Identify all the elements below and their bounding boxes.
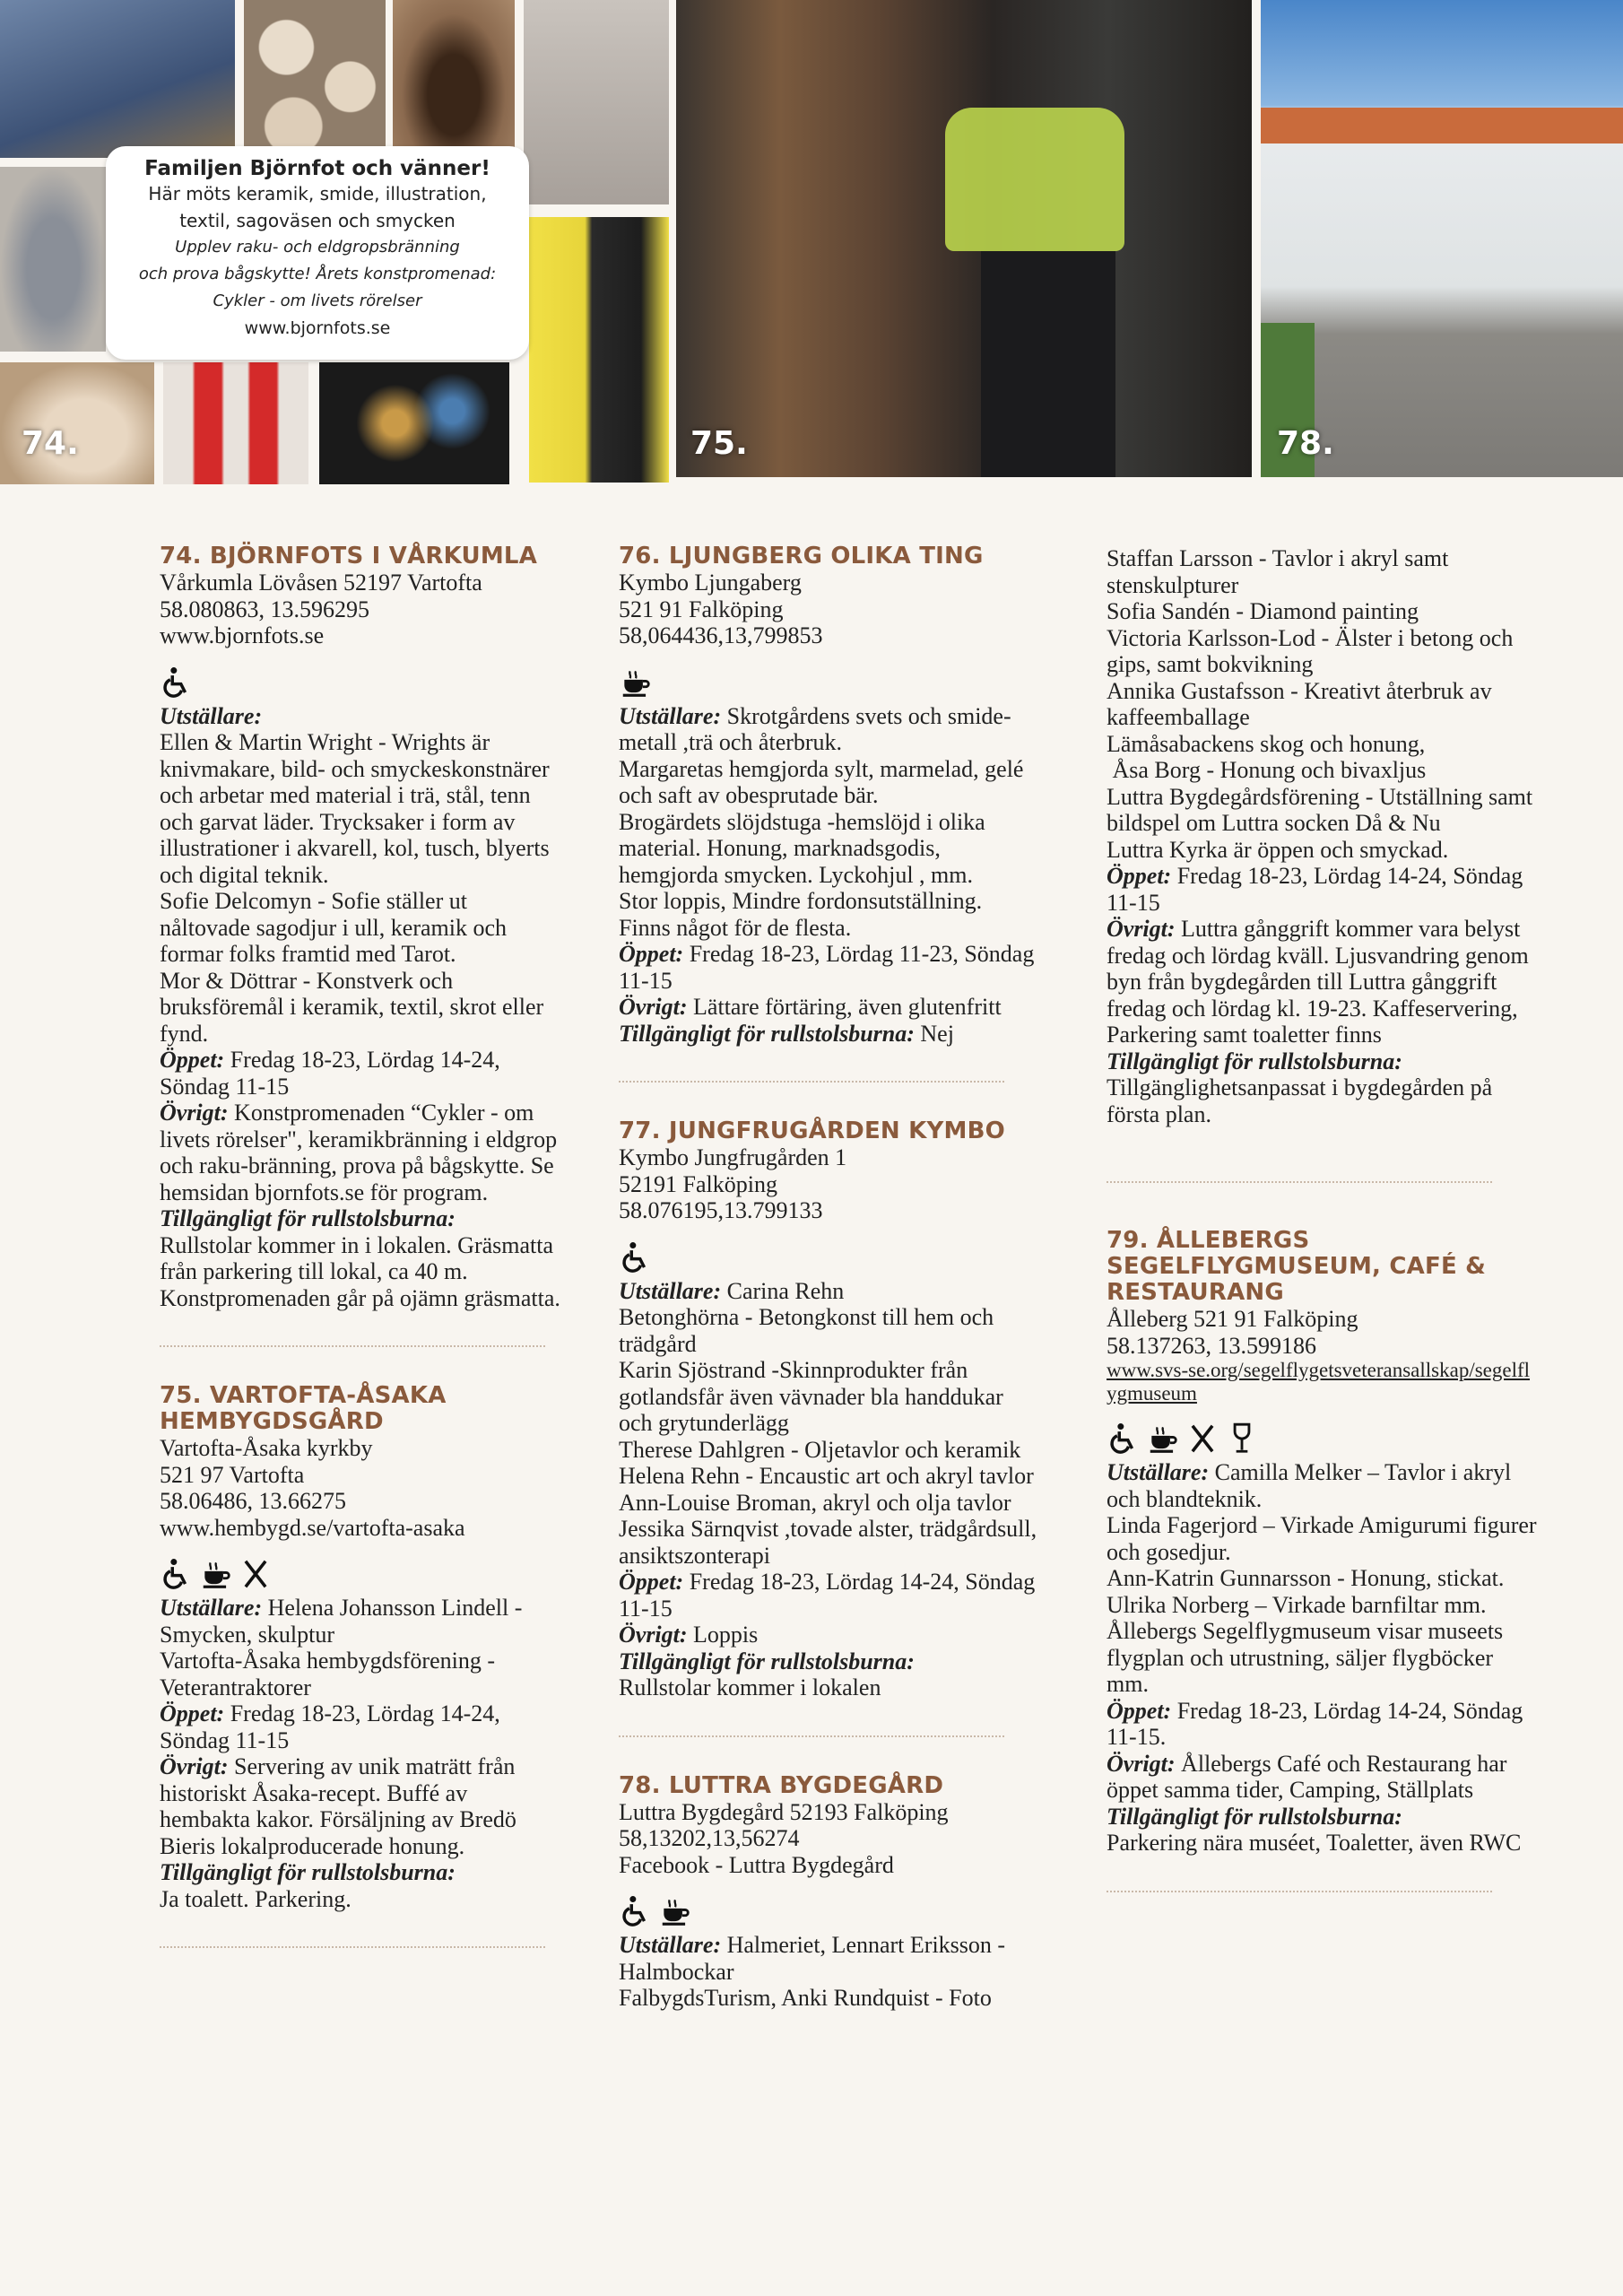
photo-label-74: 74.	[22, 425, 79, 462]
exhibitor-text: Lämåsabackens skog och honung,	[1107, 730, 1426, 757]
other-text: Konstpromenaden “Cykler - om livets rörelser", keramikbränning i eldgrop och raku-bränning, prova på bågskytte. Se hemsidan bjornfots.se för program.	[160, 1100, 558, 1205]
exhibitor-text: FalbygdsTurism, Anki Rundquist - Foto	[619, 1985, 992, 2011]
coordinates: 58.076195,13.799133	[619, 1197, 823, 1223]
coordinates: 58.06486, 13.66275	[160, 1488, 346, 1514]
exhibitor-text: Margaretas hemgjorda sylt, marmelad, gelé och saft av obesprutade bär.	[619, 755, 1024, 808]
exhibitor-text: Staffan Larsson - Tavlor i akryl samt stenskulpturer	[1107, 545, 1449, 598]
photo-ceramic-bowls	[244, 0, 386, 158]
address-line: Kymbo Ljungaberg	[619, 570, 802, 596]
other-text: Servering av unik maträtt från historiskt Åsaka-recept. Buffé av hembakta kakor. Försäljning av Bredö Bieris lokalproducerade honung.	[160, 1753, 516, 1859]
other-label: Övrigt:	[160, 1100, 229, 1126]
exhibitor-text: Luttra Kyrka är öppen och smyckad.	[1107, 836, 1449, 863]
section-title: 74. BJÖRNFOTS I VÅRKUMLA	[160, 543, 538, 570]
section-title: 76. LJUNGBERG OLIKA TING	[619, 543, 984, 570]
wheelchair-icon	[160, 1557, 194, 1591]
access-label: Tillgängligt för rullstolsburna:	[1107, 1048, 1402, 1074]
exhibitors-label: Utställare:	[619, 1932, 722, 1958]
website: www.hembygd.se/vartofta-asaka	[160, 1514, 465, 1541]
access-label: Tillgängligt för rullstolsburna:	[1107, 1803, 1402, 1830]
wheelchair-icon	[160, 665, 194, 700]
access-text: Parkering nära muséet, Toaletter, även RWC	[1107, 1830, 1522, 1856]
info-box-title: Familjen Björnfot och vänner!	[144, 157, 490, 180]
section-title: 77. JUNGFRUGÅRDEN KYMBO	[619, 1118, 1005, 1144]
section-77	[619, 1118, 1040, 1701]
coordinates: 58.080863, 13.596295	[160, 596, 369, 622]
exhibitors-label: Utställare:	[619, 1277, 722, 1304]
exhibitors-label: Utställare:	[1107, 1459, 1210, 1485]
open-label: Öppet:	[619, 941, 684, 967]
open-hours: Fredag 18-23, Lördag 11-23, Söndag 11-15	[619, 941, 1035, 994]
exhibitor-text: Helena Rehn - Encaustic art och akryl tavlor	[619, 1463, 1034, 1489]
info-box-italic-line: Upplev raku- och eldgropsbränning	[175, 238, 460, 257]
info-box-line: Här möts keramik, smide, illustration,	[148, 183, 487, 204]
amenity-icons	[160, 1550, 563, 1591]
access-text: Nej	[920, 1020, 954, 1047]
address-line: Vårkumla Lövåsen 52197 Vartofta	[160, 570, 482, 596]
open-label: Öppet:	[619, 1569, 684, 1595]
info-box	[106, 146, 529, 360]
exhibitor-text: Helena Johansson Lindell - Smycken, skulptur	[160, 1595, 523, 1648]
amenity-icons	[160, 658, 563, 700]
info-box-line: textil, sagoväsen och smycken	[179, 210, 456, 231]
other-text: Luttra gånggrift kommer vara belyst fredag och lördag kväll. Ljusvandring genom byn från bygdegården till Luttra gånggrift fredag och lördag kl. 19-23. Kaffeservering, Parkering samt toaletter finns	[1107, 916, 1529, 1048]
section-title: 78. LUTTRA BYGDEGÅRD	[619, 1771, 944, 1799]
info-box-url: www.bjornfots.se	[244, 318, 391, 338]
section-title: 79. ÅLLEBERGS SEGELFLYGMUSEUM, CAFÉ & RESTAURANG	[1107, 1227, 1487, 1306]
open-hours: Fredag 18-23, Lördag 14-24, Söndag 11-15	[160, 1700, 500, 1753]
cutlery-icon	[1185, 1422, 1219, 1456]
address-line: Kymbo Jungfrugården 1	[619, 1144, 847, 1170]
access-label: Tillgängligt för rullstolsburna:	[619, 1020, 915, 1047]
open-hours: Fredag 18-23, Lördag 14-24, Söndag 11-15	[1107, 863, 1523, 916]
exhibitor-text: Brogärdets slöjdstuga -hemslöjd i olika material. Honung, marknadsgodis, hemgjorda smycken. Lyckohjul , mm.	[619, 808, 985, 888]
wheelchair-icon	[1107, 1422, 1141, 1456]
other-text: Loppis	[693, 1622, 759, 1648]
other-label: Övrigt:	[1107, 916, 1176, 942]
exhibitor-text: Sofie Delcomyn - Sofie ställer ut nåltovade sagodjur i ull, keramik och formar folks framtid med Tarot.	[160, 888, 508, 967]
divider	[1107, 1891, 1492, 1892]
section-76	[619, 544, 1040, 1047]
address-line: 521 97 Vartofta	[160, 1461, 305, 1488]
photo-label-78: 78.	[1277, 425, 1334, 462]
address-line: 52191 Falköping	[619, 1170, 777, 1197]
access-label: Tillgängligt för rullstolsburna:	[619, 1648, 915, 1674]
exhibitor-text: Åsa Borg - Honung och bivaxljus	[1107, 757, 1427, 783]
exhibitors-label: Utställare:	[619, 702, 722, 729]
divider	[619, 1735, 1004, 1737]
wheelchair-icon	[619, 1894, 653, 1928]
photo-kiln-pit	[393, 0, 515, 158]
divider	[619, 1081, 1004, 1083]
address-line: Vartofta-Åsaka kyrkby	[160, 1435, 373, 1461]
address-line: 521 91 Falköping	[619, 596, 784, 622]
photo-denim-bags	[0, 0, 235, 158]
section-79	[1107, 1228, 1537, 1857]
open-hours: Fredag 18-23, Lördag 14-24, Söndag 11-15	[160, 1047, 500, 1100]
info-box-italic-line: Cykler - om livets rörelser	[213, 291, 422, 310]
section-title: 75. VARTOFTA-ÅSAKA HEMBYGDSGÅRD	[160, 1382, 447, 1435]
exhibitor-text: Therese Dahlgren - Oljetavlor och keramik	[619, 1436, 1021, 1463]
open-label: Öppet:	[1107, 863, 1172, 889]
exhibitor-text: Mor & Döttrar - Konstverk och bruksföremål i keramik, textil, skrot eller fynd.	[160, 967, 544, 1047]
coordinates: 58.137263, 13.599186	[1107, 1332, 1316, 1359]
photo-luttra-house	[1261, 0, 1623, 477]
exhibitors-label: Utställare:	[160, 702, 263, 729]
wine-glass-icon	[1225, 1422, 1259, 1456]
photo-tractor-man	[676, 0, 1252, 477]
photo-jewelry	[319, 362, 509, 484]
other-label: Övrigt:	[1107, 1750, 1176, 1777]
coordinates: 58,064436,13,799853	[619, 622, 823, 648]
open-hours: Fredag 18-23, Lördag 14-24, Söndag 11-15	[619, 1569, 1036, 1622]
wheelchair-icon	[619, 1240, 653, 1274]
exhibitor-text: Ann-Louise Broman, akryl och olja tavlor	[619, 1489, 1011, 1516]
other-label: Övrigt:	[619, 994, 688, 1020]
divider	[160, 1345, 545, 1347]
photo-felt-creature	[0, 167, 106, 352]
divider	[160, 1946, 545, 1948]
section-74	[160, 544, 563, 1311]
exhibitor-text: Carina Rehn	[726, 1277, 845, 1304]
exhibitor-text: Ållebergs Segelflygmuseum visar museets flygplan och utrustning, säljer flygböcker mm.	[1107, 1618, 1504, 1697]
photo-felt-bird	[524, 0, 669, 204]
access-text: Tillgänglighetsanpassat i bygdegården på första plan.	[1107, 1074, 1493, 1127]
website-link[interactable]: www.svs-se.org/segelflygetsveteransallskap/segelflygmuseum	[1107, 1359, 1531, 1405]
exhibitor-text: Finns något för de flesta.	[619, 914, 852, 941]
coffee-cup-icon	[619, 665, 653, 700]
exhibitor-text: Ellen & Martin Wright - Wrights är knivmakare, bild- och smyckeskonstnärer och arbetar med material i trä, stål, tenn och garvat läder. Trycksaker i form av illustrationer i akvarell, kol, tusch, blyerts och digital teknik.	[160, 729, 550, 888]
other-text: Ållebergs Café och Restaurang har öppet samma tider, Camping, Ställplats	[1107, 1750, 1507, 1803]
exhibitor-text: Linda Fagerjord – Virkade Amigurumi figurer och gosedjur.	[1107, 1512, 1537, 1565]
column-3	[1107, 545, 1537, 1928]
open-label: Öppet:	[1107, 1697, 1172, 1724]
photo-strip	[0, 0, 1623, 484]
exhibitor-text: Camilla Melker – Tavlor i akryl och blandteknik.	[1107, 1459, 1512, 1512]
exhibitor-text: Jessika Särnqvist ,tovade alster, trädgårdsull, ansiktszonterapi	[619, 1516, 1037, 1569]
open-label: Öppet:	[160, 1700, 225, 1726]
info-box-italic-line: och prova bågskytte! Årets konstpromenad:	[138, 265, 497, 283]
amenity-icons	[619, 1887, 1040, 1928]
exhibitor-text: Victoria Karlsson-Lod - Älster i betong och gips, samt bokvikning	[1107, 624, 1514, 677]
divider	[1107, 1181, 1492, 1183]
coordinates: 58,13202,13,56274	[619, 1825, 800, 1851]
exhibitor-text: Karin Sjöstrand -Skinnprodukter från gotlandsfår även vävnader bla handdukar och grytunderlägg	[619, 1357, 1003, 1436]
other-label: Övrigt:	[160, 1753, 229, 1779]
amenity-icons	[619, 1233, 1040, 1274]
facebook-link: Facebook - Luttra Bygdegård	[619, 1851, 894, 1878]
exhibitor-text: Skrotgårdens svets och smide- metall ,trä och återbruk.	[619, 702, 1011, 755]
photo-red-earrings	[163, 362, 308, 484]
exhibitor-text: Sofia Sandén - Diamond painting	[1107, 598, 1419, 624]
section-78-continued	[1107, 545, 1537, 1127]
section-75	[160, 1383, 563, 1912]
exhibitors-label: Utställare:	[160, 1595, 263, 1621]
exhibitor-text: Annika Gustafsson - Kreativt återbruk av kaffeemballage	[1107, 677, 1492, 730]
amenity-icons	[619, 658, 1040, 700]
exhibitor-text: Luttra Bygdegårdsförening - Utställning samt bildspel om Luttra socken Då & Nu	[1107, 783, 1533, 836]
coffee-cup-icon	[199, 1557, 233, 1591]
exhibitor-text: Halmeriet, Lennart Eriksson - Halmbockar	[619, 1932, 1006, 1985]
photo-knife	[529, 217, 669, 483]
open-hours: Fredag 18-23, Lördag 14-24, Söndag 11-15.	[1107, 1697, 1523, 1750]
access-text: Rullstolar kommer i lokalen	[619, 1674, 881, 1700]
exhibitor-text: Ulrika Norberg – Virkade barnfiltar mm.	[1107, 1591, 1487, 1618]
exhibitor-text: Betonghörna - Betongkonst till hem och trädgård	[619, 1304, 994, 1357]
photo-felt-horse	[0, 362, 154, 484]
access-label: Tillgängligt för rullstolsburna:	[160, 1205, 456, 1231]
exhibitor-text: Ann-Katrin Gunnarsson - Honung, stickat.	[1107, 1565, 1505, 1591]
coffee-cup-icon	[658, 1894, 692, 1928]
open-label: Öppet:	[160, 1047, 225, 1073]
coffee-cup-icon	[1146, 1422, 1180, 1456]
access-text: Rullstolar kommer in i lokalen. Gräsmatta från parkering till lokal, ca 40 m. Konstpromenaden går på ojämn gräsmatta.	[160, 1231, 560, 1311]
exhibitor-text: Vartofta-Åsaka hembygdsförening - Veterantraktorer	[160, 1648, 495, 1700]
cutlery-icon	[239, 1557, 273, 1591]
access-text: Ja toalett. Parkering.	[160, 1885, 352, 1912]
other-text: Lättare förtäring, även glutenfritt	[693, 994, 1002, 1020]
section-78	[619, 1773, 1040, 2012]
website: www.bjornfots.se	[160, 622, 325, 648]
column-1	[160, 544, 563, 1984]
exhibitor-text: Stor loppis, Mindre fordonsutställning.	[619, 888, 983, 914]
column-2	[619, 544, 1040, 2012]
photo-label-75: 75.	[690, 425, 748, 462]
amenity-icons	[1107, 1414, 1537, 1456]
other-label: Övrigt:	[619, 1622, 688, 1648]
access-label: Tillgängligt för rullstolsburna:	[160, 1859, 456, 1885]
address-line: Luttra Bygdegård 52193 Falköping	[619, 1798, 949, 1825]
address-line: Ålleberg 521 91 Falköping	[1107, 1306, 1358, 1332]
